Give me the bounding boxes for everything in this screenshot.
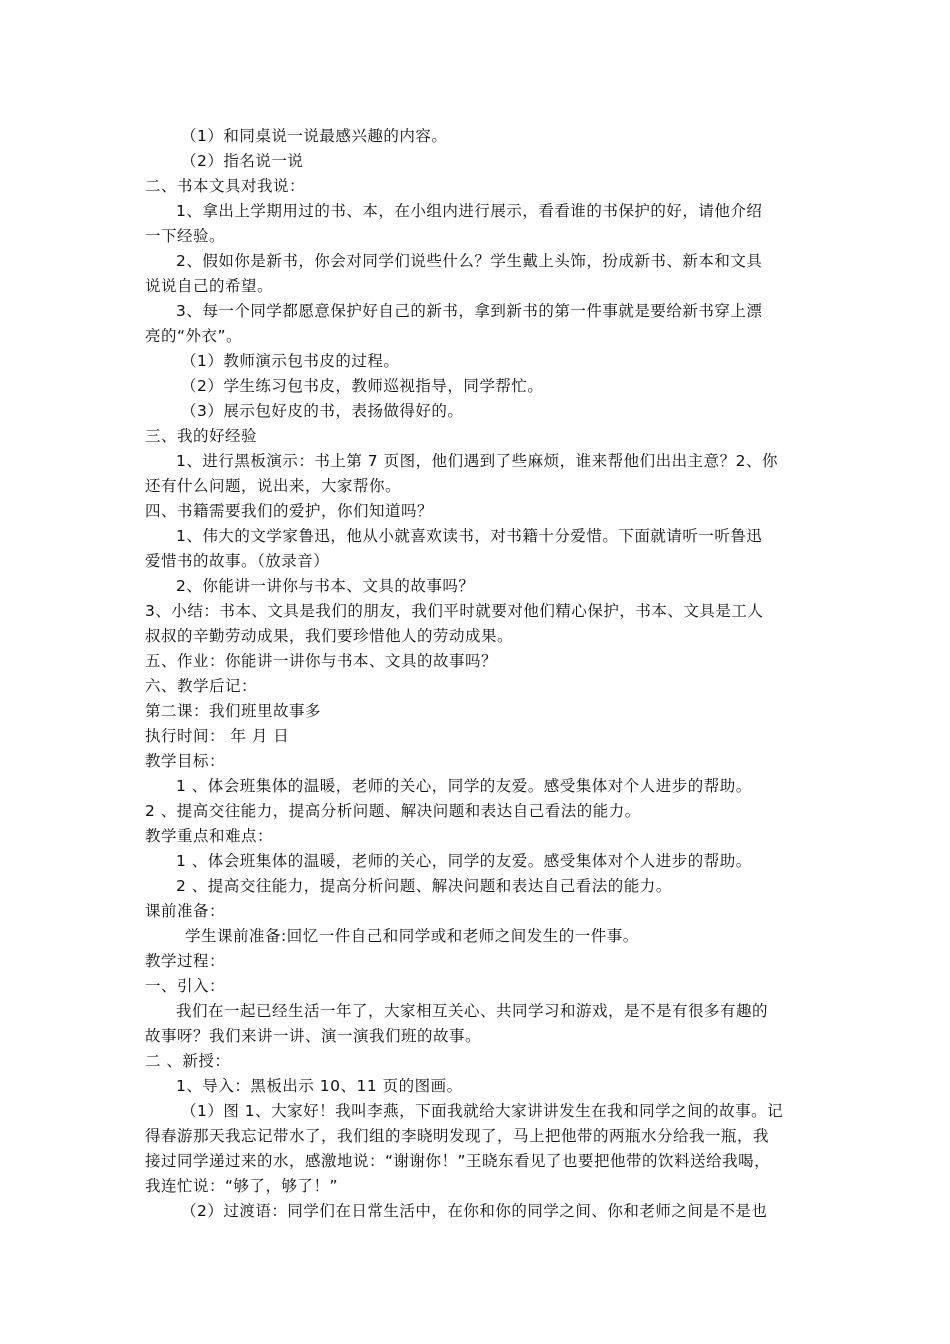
text-line: 亮的“外衣”。 [145,327,243,345]
text-line: 执行时间： 年 月 日 [145,727,290,745]
text-line: 我连忙说：“够了，够了！” [145,1177,339,1195]
text-line: 2、假如你是新书，你会对同学们说些什么？学生戴上头饰，扮成新书、新本和文具 [176,252,763,270]
text-line: 2 、提高交往能力，提高分析问题、解决问题和表达自己看法的能力。 [176,877,672,895]
text-line: 3、每一个同学都愿意保护好自己的新书，拿到新书的第一件事就是要给新书穿上漂 [176,302,763,320]
text-line: （2）过渡语：同学们在日常生活中，在你和你的同学之间、你和老师之间是不是也 [181,1202,768,1220]
text-line: 1、进行黑板演示：书上第 7 页图，他们遇到了些麻烦，谁来帮他们出出主意？2、你 [176,452,778,470]
text-line: 二 、新授： [145,1052,231,1070]
text-line: 我们在一起已经生活一年了，大家相互关心、共同学习和游戏，是不是有很多有趣的 [176,1002,769,1020]
text-line: 六、教学后记： [145,677,258,695]
text-line: （1）和同桌说一说最感兴趣的内容。 [181,127,448,145]
text-line: 课前准备： [145,902,226,920]
text-line: 1、导入：黑板出示 10、11 页的图画。 [176,1077,463,1095]
text-line: （1）图 1、大家好！我叫李燕，下面我就给大家讲讲发生在我和同学之间的故事。记 [181,1102,784,1120]
text-line: 2 、提高交往能力，提高分析问题、解决问题和表达自己看法的能力。 [145,802,641,820]
text-line: 1 、体会班集体的温暖，老师的关心，同学的友爱。感受集体对个人进步的帮助。 [176,852,752,870]
text-line: 说说自己的希望。 [145,277,274,295]
text-line: 二、书本文具对我说： [145,177,306,195]
text-line: （1）教师演示包书皮的过程。 [181,352,400,370]
text-line: 1、伟大的文学家鲁迅，他从小就喜欢读书，对书籍十分爱惜。下面就请听一听鲁迅 [176,527,763,545]
text-line: 故事呀？我们来讲一讲、演一演我们班的故事。 [145,1027,482,1045]
text-line: （3）展示包好皮的书，表扬做得好的。 [181,402,464,420]
text-line: 一下经验。 [145,227,226,245]
text-line: 1、拿出上学期用过的书、本，在小组内进行展示，看看谁的书保护的好，请他介绍 [176,202,763,220]
text-line: 1 、体会班集体的温暖，老师的关心，同学的友爱。感受集体对个人进步的帮助。 [176,777,752,795]
text-line: （2）学生练习包书皮，教师巡视指导，同学帮忙。 [181,377,544,395]
text-line: 三、我的好经验 [145,427,258,445]
text-line: 教学重点和难点： [145,827,274,845]
text-line: 五、作业：你能讲一讲你与书本、文具的故事吗？ [145,652,498,670]
text-line: 得春游那天我忘记带水了，我们组的李晓明发现了，马上把他带的两瓶水分给我一瓶，我 [145,1127,770,1145]
text-line: 叔叔的辛勤劳动成果，我们要珍惜他人的劳动成果。 [145,627,514,645]
text-line: （2）指名说一说 [181,152,304,170]
text-line: 第二课：我们班里故事多 [145,702,322,720]
text-line: 爱惜书的故事。（放录音） [145,552,330,570]
text-line: 3、小结：书本、文具是我们的朋友，我们平时就要对他们精心保护，书本、文具是工人 [145,602,764,620]
text-line: 还有什么问题，说出来，大家帮你。 [145,477,402,495]
text-line: 一、引入： [145,977,226,995]
text-line: 接过同学递过来的水，感激地说：“谢谢你！”王晓东看见了也要把他带的饮料送给我喝， [145,1152,771,1170]
document-body [145,124,805,1224]
text-line: 学生课前准备:回忆一件自己和同学或和老师之间发生的一件事。 [185,927,639,945]
text-line: 教学过程： [145,952,226,970]
text-line: 教学目标： [145,752,226,770]
text-line: 2、你能讲一讲你与书本、文具的故事吗？ [176,577,475,595]
text-line: 四、书籍需要我们的爱护，你们知道吗？ [145,502,434,520]
